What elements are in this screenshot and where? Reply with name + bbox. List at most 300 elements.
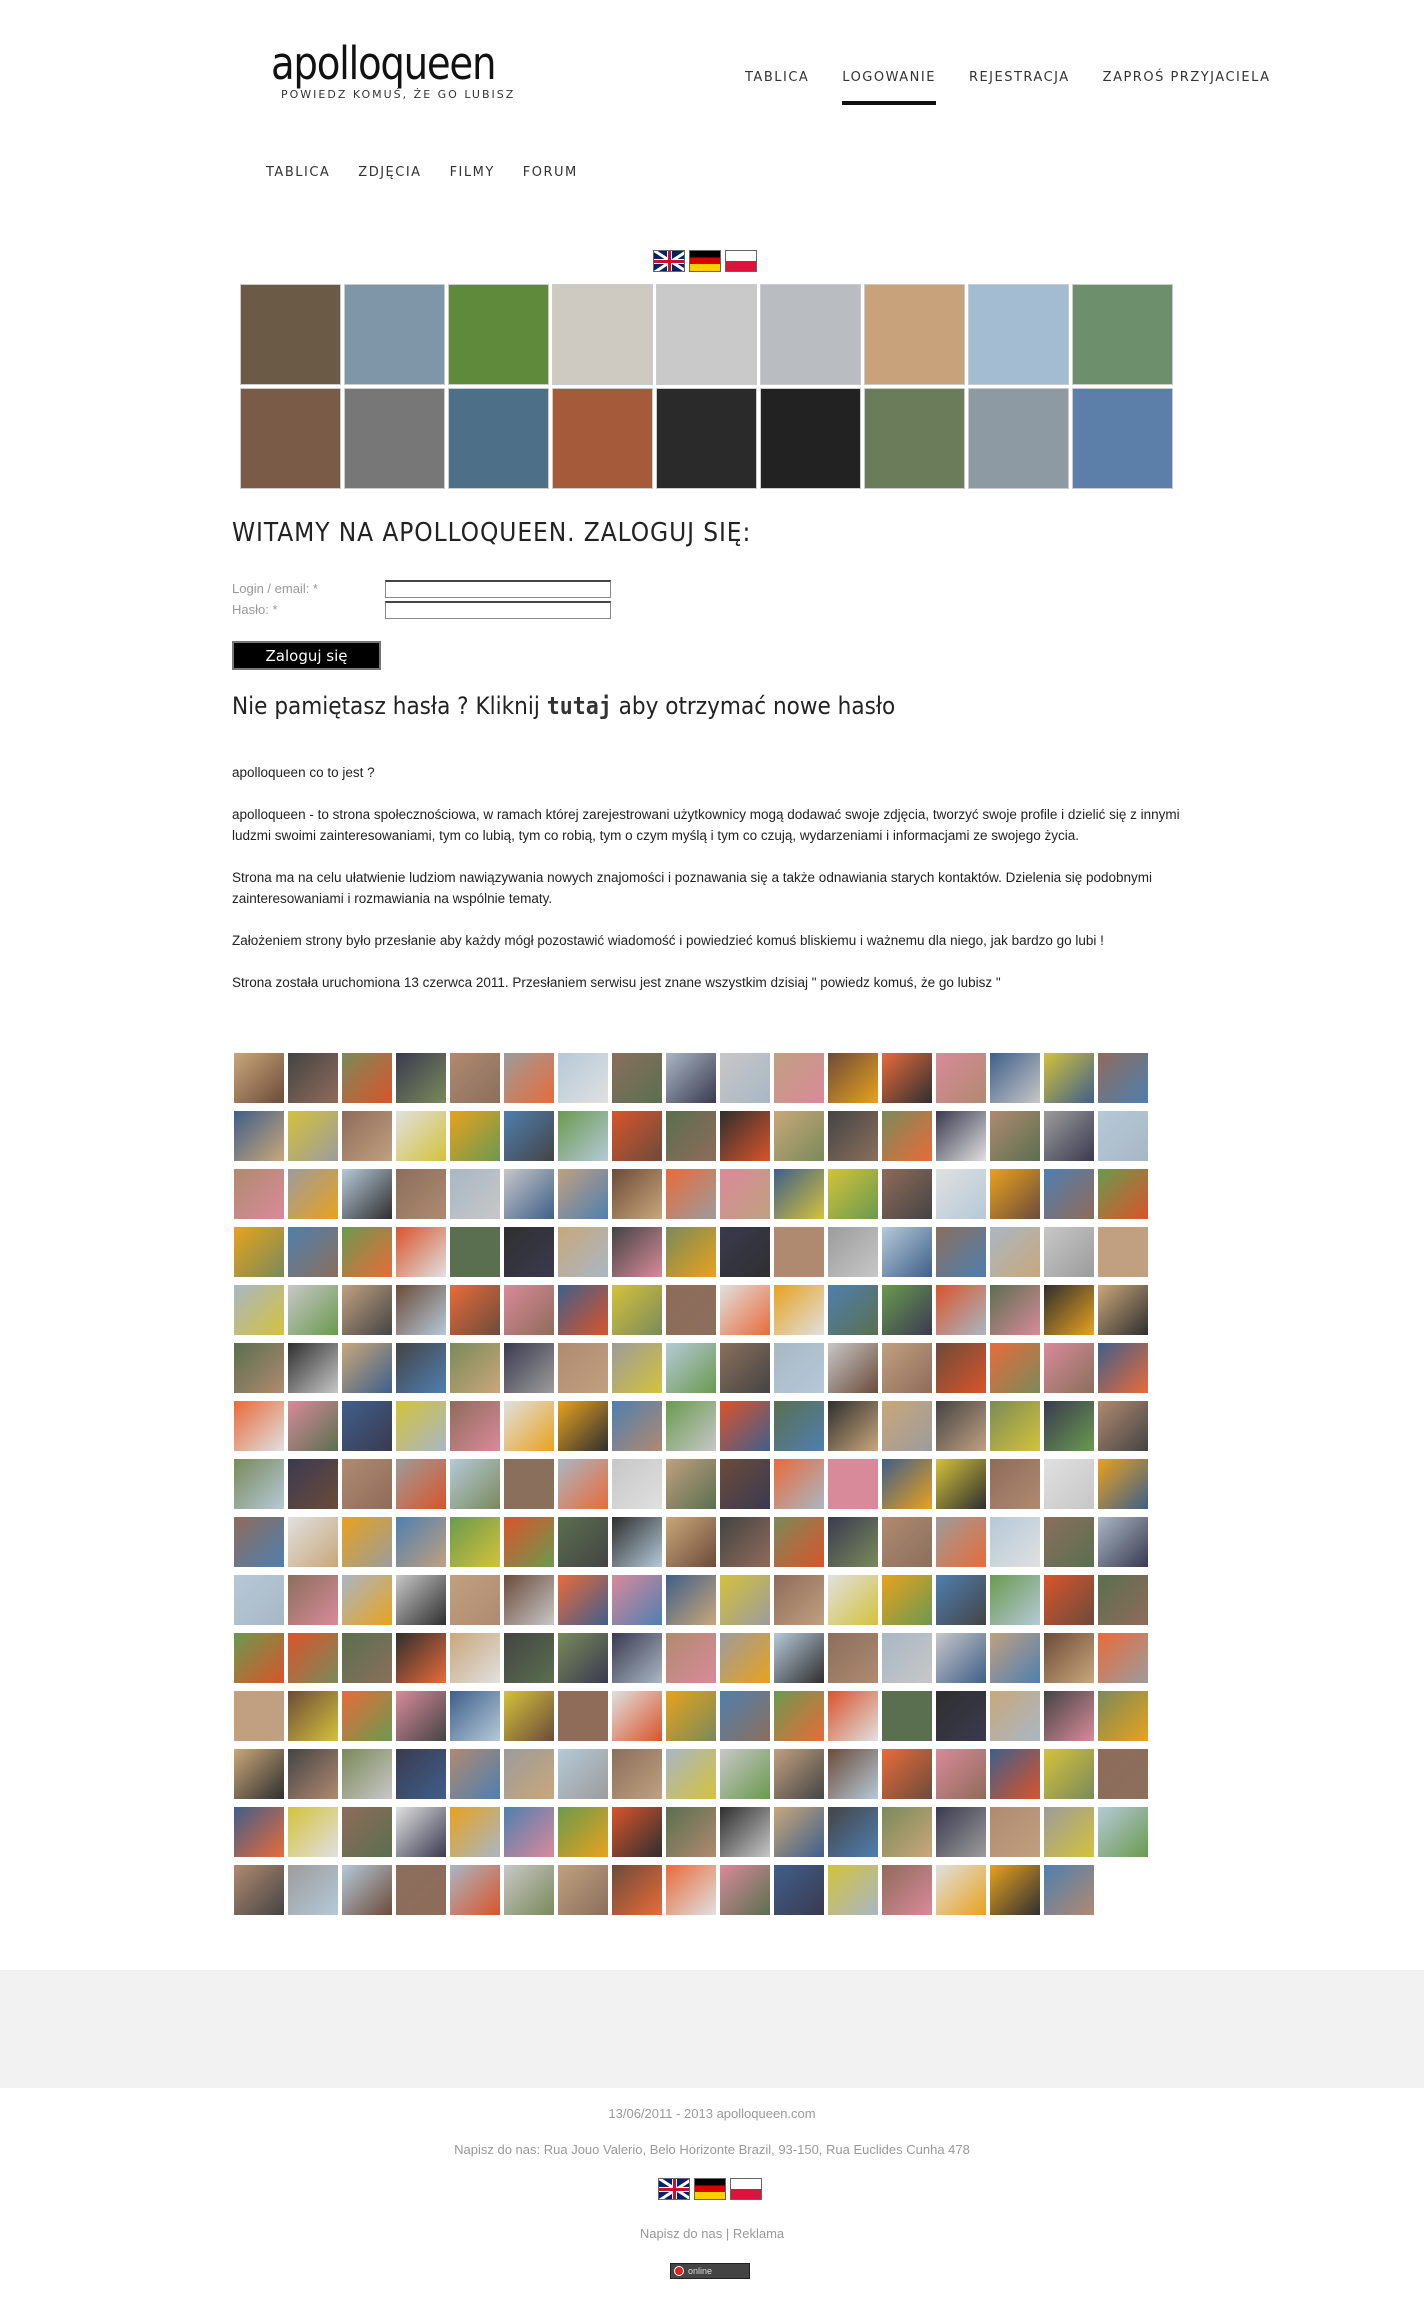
member-avatar[interactable]: [720, 1053, 770, 1103]
member-avatar[interactable]: [342, 1111, 392, 1161]
subnav-tablica[interactable]: TABLICA: [266, 165, 331, 180]
member-avatar[interactable]: [774, 1169, 824, 1219]
member-avatar[interactable]: [828, 1517, 878, 1567]
member-avatar[interactable]: [936, 1749, 986, 1799]
footer-separator: |: [725, 2226, 730, 2241]
member-avatar[interactable]: [828, 1227, 878, 1277]
member-avatar[interactable]: [234, 1865, 284, 1915]
member-avatar[interactable]: [1044, 1053, 1094, 1103]
member-avatar[interactable]: [882, 1807, 932, 1857]
gallery-photo[interactable]: [344, 388, 445, 489]
member-avatar[interactable]: [1044, 1633, 1094, 1683]
member-avatar[interactable]: [396, 1517, 446, 1567]
nav-logowanie[interactable]: LOGOWANIE: [842, 70, 936, 105]
member-avatar[interactable]: [612, 1517, 662, 1567]
member-avatar[interactable]: [1044, 1691, 1094, 1741]
sub-nav: [266, 165, 606, 180]
gallery-photo[interactable]: [1072, 284, 1173, 385]
member-avatar[interactable]: [720, 1401, 770, 1451]
member-avatar[interactable]: [936, 1111, 986, 1161]
member-avatar[interactable]: [882, 1343, 932, 1393]
member-avatar[interactable]: [396, 1227, 446, 1277]
member-avatar[interactable]: [936, 1401, 986, 1451]
gallery-photo[interactable]: [240, 284, 341, 385]
member-avatar[interactable]: [666, 1575, 716, 1625]
member-avatar[interactable]: [234, 1807, 284, 1857]
member-avatar[interactable]: [504, 1517, 554, 1567]
member-avatar[interactable]: [1044, 1459, 1094, 1509]
member-avatar[interactable]: [1044, 1227, 1094, 1277]
member-avatar[interactable]: [882, 1517, 932, 1567]
member-avatar[interactable]: [504, 1459, 554, 1509]
member-avatar[interactable]: [342, 1459, 392, 1509]
member-avatar[interactable]: [288, 1865, 338, 1915]
member-avatar[interactable]: [882, 1111, 932, 1161]
member-avatar[interactable]: [666, 1865, 716, 1915]
member-avatar[interactable]: [450, 1633, 500, 1683]
member-avatar[interactable]: [936, 1459, 986, 1509]
online-counter[interactable]: [670, 2263, 750, 2279]
member-avatar[interactable]: [450, 1401, 500, 1451]
member-avatar[interactable]: [828, 1343, 878, 1393]
contact-link[interactable]: Napisz do nas: [639, 2226, 723, 2241]
member-avatar[interactable]: [612, 1749, 662, 1799]
member-avatar[interactable]: [1098, 1227, 1148, 1277]
member-avatar[interactable]: [288, 1517, 338, 1567]
member-avatar[interactable]: [504, 1633, 554, 1683]
gallery-photo[interactable]: [760, 388, 861, 489]
member-avatar[interactable]: [342, 1633, 392, 1683]
member-avatar[interactable]: [1044, 1343, 1094, 1393]
member-avatar[interactable]: [666, 1285, 716, 1335]
member-avatar[interactable]: [1098, 1343, 1148, 1393]
member-avatar[interactable]: [612, 1865, 662, 1915]
member-avatar[interactable]: [666, 1401, 716, 1451]
member-avatar[interactable]: [720, 1517, 770, 1567]
gallery-photo[interactable]: [968, 388, 1069, 489]
member-avatar[interactable]: [1098, 1053, 1148, 1103]
member-avatar[interactable]: [342, 1285, 392, 1335]
member-avatar[interactable]: [234, 1517, 284, 1567]
member-avatar[interactable]: [774, 1865, 824, 1915]
member-avatar[interactable]: [450, 1691, 500, 1741]
member-avatar[interactable]: [234, 1575, 284, 1625]
subnav-filmy[interactable]: FILMY: [449, 165, 495, 180]
member-avatar[interactable]: [990, 1691, 1040, 1741]
member-avatar[interactable]: [666, 1459, 716, 1509]
member-avatar[interactable]: [1098, 1633, 1148, 1683]
member-avatar[interactable]: [234, 1285, 284, 1335]
member-avatar[interactable]: [396, 1053, 446, 1103]
member-avatar[interactable]: [288, 1401, 338, 1451]
member-avatar[interactable]: [936, 1575, 986, 1625]
member-avatar[interactable]: [1044, 1285, 1094, 1335]
member-avatar[interactable]: [882, 1633, 932, 1683]
member-avatar[interactable]: [666, 1749, 716, 1799]
gallery-photo[interactable]: [656, 388, 757, 489]
member-avatar[interactable]: [1098, 1169, 1148, 1219]
member-avatar[interactable]: [828, 1575, 878, 1625]
member-avatar[interactable]: [450, 1169, 500, 1219]
member-avatar[interactable]: [666, 1807, 716, 1857]
member-avatar[interactable]: [720, 1633, 770, 1683]
member-avatar[interactable]: [1098, 1111, 1148, 1161]
member-avatar[interactable]: [234, 1691, 284, 1741]
member-avatar[interactable]: [936, 1691, 986, 1741]
member-avatar[interactable]: [450, 1227, 500, 1277]
member-avatar[interactable]: [450, 1111, 500, 1161]
member-avatar[interactable]: [720, 1285, 770, 1335]
member-avatar[interactable]: [990, 1459, 1040, 1509]
member-avatar[interactable]: [612, 1691, 662, 1741]
member-avatar[interactable]: [450, 1343, 500, 1393]
member-avatar[interactable]: [936, 1285, 986, 1335]
subnav-zdjecia[interactable]: ZDJĘCIA: [358, 165, 422, 180]
member-avatar[interactable]: [666, 1169, 716, 1219]
member-avatar[interactable]: [288, 1807, 338, 1857]
member-avatar[interactable]: [396, 1575, 446, 1625]
member-avatar[interactable]: [342, 1517, 392, 1567]
member-avatar[interactable]: [450, 1285, 500, 1335]
german-flag-icon[interactable]: [694, 2178, 726, 2200]
member-avatar[interactable]: [882, 1169, 932, 1219]
gallery-photo[interactable]: [552, 284, 653, 385]
member-avatar[interactable]: [504, 1575, 554, 1625]
member-avatar[interactable]: [504, 1865, 554, 1915]
member-avatar[interactable]: [1098, 1749, 1148, 1799]
member-avatar[interactable]: [720, 1111, 770, 1161]
member-avatar[interactable]: [558, 1517, 608, 1567]
login-label: Login / email: *: [232, 581, 318, 596]
member-avatar[interactable]: [1098, 1285, 1148, 1335]
member-avatar[interactable]: [558, 1749, 608, 1799]
member-avatar[interactable]: [666, 1517, 716, 1567]
member-avatar[interactable]: [936, 1517, 986, 1567]
member-avatar[interactable]: [558, 1343, 608, 1393]
member-avatar[interactable]: [882, 1401, 932, 1451]
member-avatar[interactable]: [990, 1343, 1040, 1393]
nav-zapros-przyjaciela[interactable]: ZAPROŚ PRZYJACIELA: [1102, 70, 1271, 85]
member-avatar[interactable]: [450, 1807, 500, 1857]
member-avatar[interactable]: [774, 1749, 824, 1799]
member-avatar[interactable]: [990, 1111, 1040, 1161]
member-avatar[interactable]: [342, 1343, 392, 1393]
login-email-input[interactable]: [385, 580, 611, 598]
member-avatar[interactable]: [774, 1807, 824, 1857]
member-avatar[interactable]: [828, 1691, 878, 1741]
member-avatar[interactable]: [288, 1227, 338, 1277]
member-avatar[interactable]: [288, 1111, 338, 1161]
member-avatar[interactable]: [936, 1865, 986, 1915]
member-avatar[interactable]: [828, 1111, 878, 1161]
member-avatar[interactable]: [774, 1227, 824, 1277]
member-avatar[interactable]: [720, 1749, 770, 1799]
member-avatar[interactable]: [450, 1517, 500, 1567]
member-avatar[interactable]: [882, 1053, 932, 1103]
member-avatar[interactable]: [720, 1227, 770, 1277]
member-avatar[interactable]: [504, 1169, 554, 1219]
member-avatar[interactable]: [774, 1517, 824, 1567]
member-avatar[interactable]: [342, 1807, 392, 1857]
member-avatar[interactable]: [882, 1691, 932, 1741]
member-avatar[interactable]: [504, 1401, 554, 1451]
member-avatar[interactable]: [396, 1865, 446, 1915]
member-avatar[interactable]: [720, 1343, 770, 1393]
english-flag-icon[interactable]: [658, 2178, 690, 2200]
member-avatar[interactable]: [1098, 1575, 1148, 1625]
gallery-photo[interactable]: [240, 388, 341, 489]
member-avatar[interactable]: [234, 1053, 284, 1103]
member-avatar[interactable]: [720, 1459, 770, 1509]
member-avatar[interactable]: [990, 1749, 1040, 1799]
member-avatar[interactable]: [342, 1749, 392, 1799]
member-avatar[interactable]: [558, 1807, 608, 1857]
member-avatar[interactable]: [828, 1633, 878, 1683]
polish-flag-icon[interactable]: [730, 2178, 762, 2200]
member-avatar[interactable]: [936, 1807, 986, 1857]
nav-rejestracja[interactable]: REJESTRACJA: [968, 70, 1070, 85]
member-avatar[interactable]: [234, 1227, 284, 1277]
member-avatar[interactable]: [612, 1227, 662, 1277]
member-avatar[interactable]: [882, 1285, 932, 1335]
nav-tablica[interactable]: TABLICA: [745, 70, 810, 85]
member-avatar[interactable]: [234, 1749, 284, 1799]
member-avatar[interactable]: [342, 1401, 392, 1451]
member-avatar[interactable]: [612, 1111, 662, 1161]
member-avatar[interactable]: [234, 1169, 284, 1219]
member-avatar[interactable]: [504, 1111, 554, 1161]
member-avatar[interactable]: [990, 1865, 1040, 1915]
member-avatar[interactable]: [288, 1169, 338, 1219]
member-avatar[interactable]: [990, 1169, 1040, 1219]
member-avatar[interactable]: [558, 1401, 608, 1451]
member-avatar[interactable]: [288, 1575, 338, 1625]
polish-flag-icon[interactable]: [725, 250, 757, 272]
member-avatar[interactable]: [558, 1169, 608, 1219]
member-avatar[interactable]: [342, 1169, 392, 1219]
member-avatar[interactable]: [612, 1807, 662, 1857]
member-avatar[interactable]: [774, 1691, 824, 1741]
member-avatar[interactable]: [882, 1459, 932, 1509]
member-avatar[interactable]: [828, 1749, 878, 1799]
member-avatar[interactable]: [990, 1575, 1040, 1625]
member-avatar[interactable]: [288, 1691, 338, 1741]
member-avatar[interactable]: [990, 1807, 1040, 1857]
footer-band: [0, 1970, 1424, 2088]
member-avatar[interactable]: [612, 1285, 662, 1335]
site-title: apolloqueen: [271, 37, 496, 90]
member-avatar[interactable]: [396, 1459, 446, 1509]
member-avatar[interactable]: [612, 1343, 662, 1393]
member-avatar[interactable]: [936, 1343, 986, 1393]
forgot-password-link[interactable]: tutaj: [546, 692, 612, 720]
member-avatar[interactable]: [882, 1749, 932, 1799]
member-avatar[interactable]: [882, 1227, 932, 1277]
member-avatar[interactable]: [396, 1749, 446, 1799]
gallery-photo[interactable]: [968, 284, 1069, 385]
member-avatar[interactable]: [990, 1285, 1040, 1335]
member-avatar[interactable]: [342, 1053, 392, 1103]
member-avatar[interactable]: [558, 1227, 608, 1277]
gallery-photo[interactable]: [448, 284, 549, 385]
member-avatar[interactable]: [450, 1865, 500, 1915]
member-avatar[interactable]: [234, 1401, 284, 1451]
member-avatar[interactable]: [990, 1227, 1040, 1277]
member-avatar[interactable]: [936, 1169, 986, 1219]
member-avatar[interactable]: [774, 1053, 824, 1103]
member-avatar[interactable]: [450, 1053, 500, 1103]
member-avatar[interactable]: [828, 1169, 878, 1219]
member-avatar[interactable]: [1044, 1517, 1094, 1567]
member-avatar[interactable]: [612, 1459, 662, 1509]
member-avatar[interactable]: [612, 1401, 662, 1451]
member-avatar[interactable]: [990, 1053, 1040, 1103]
member-avatar[interactable]: [1044, 1169, 1094, 1219]
gallery-photo[interactable]: [1072, 388, 1173, 489]
member-avatar[interactable]: [450, 1575, 500, 1625]
member-avatar[interactable]: [234, 1459, 284, 1509]
member-avatar[interactable]: [666, 1691, 716, 1741]
member-avatar[interactable]: [288, 1053, 338, 1103]
member-avatar[interactable]: [828, 1053, 878, 1103]
member-avatar[interactable]: [396, 1633, 446, 1683]
member-avatar[interactable]: [1044, 1575, 1094, 1625]
member-avatar[interactable]: [450, 1749, 500, 1799]
member-avatar[interactable]: [612, 1169, 662, 1219]
gallery-photo[interactable]: [864, 284, 965, 385]
german-flag-icon[interactable]: [689, 250, 721, 272]
member-avatar[interactable]: [234, 1111, 284, 1161]
member-avatar[interactable]: [1044, 1111, 1094, 1161]
gallery-photo[interactable]: [552, 388, 653, 489]
member-avatar[interactable]: [396, 1401, 446, 1451]
member-avatar[interactable]: [396, 1169, 446, 1219]
member-avatar[interactable]: [234, 1343, 284, 1393]
member-avatar[interactable]: [504, 1053, 554, 1103]
member-avatar[interactable]: [558, 1691, 608, 1741]
member-avatar[interactable]: [558, 1053, 608, 1103]
member-avatar[interactable]: [774, 1285, 824, 1335]
member-avatar[interactable]: [612, 1575, 662, 1625]
member-avatar[interactable]: [288, 1749, 338, 1799]
member-avatar[interactable]: [504, 1285, 554, 1335]
member-avatar[interactable]: [720, 1169, 770, 1219]
member-avatar[interactable]: [720, 1865, 770, 1915]
member-avatar[interactable]: [396, 1285, 446, 1335]
member-avatar[interactable]: [882, 1575, 932, 1625]
member-avatar[interactable]: [342, 1865, 392, 1915]
member-avatar[interactable]: [774, 1575, 824, 1625]
english-flag-icon[interactable]: [653, 250, 685, 272]
member-avatar[interactable]: [774, 1401, 824, 1451]
member-avatar[interactable]: [1044, 1865, 1094, 1915]
member-avatar[interactable]: [774, 1343, 824, 1393]
member-avatar[interactable]: [504, 1227, 554, 1277]
member-avatar[interactable]: [1098, 1459, 1148, 1509]
member-avatar[interactable]: [936, 1053, 986, 1103]
member-avatar[interactable]: [774, 1459, 824, 1509]
member-avatar[interactable]: [450, 1459, 500, 1509]
member-avatar[interactable]: [558, 1459, 608, 1509]
member-avatar[interactable]: [774, 1633, 824, 1683]
member-avatar[interactable]: [1098, 1401, 1148, 1451]
member-avatar[interactable]: [666, 1633, 716, 1683]
gallery-photo[interactable]: [344, 284, 445, 385]
member-avatar[interactable]: [234, 1633, 284, 1683]
member-avatar[interactable]: [558, 1575, 608, 1625]
member-avatar[interactable]: [396, 1807, 446, 1857]
subnav-forum[interactable]: FORUM: [522, 165, 578, 180]
member-avatar[interactable]: [558, 1285, 608, 1335]
member-avatar[interactable]: [396, 1691, 446, 1741]
member-avatar[interactable]: [612, 1633, 662, 1683]
site-logo[interactable]: [271, 38, 532, 101]
member-avatar[interactable]: [504, 1343, 554, 1393]
member-avatar[interactable]: [288, 1459, 338, 1509]
member-avatar[interactable]: [936, 1633, 986, 1683]
member-avatar[interactable]: [720, 1691, 770, 1741]
member-avatar[interactable]: [936, 1227, 986, 1277]
member-avatar[interactable]: [828, 1285, 878, 1335]
member-avatar[interactable]: [1044, 1807, 1094, 1857]
member-avatar[interactable]: [558, 1111, 608, 1161]
member-avatar[interactable]: [558, 1865, 608, 1915]
member-avatar[interactable]: [666, 1053, 716, 1103]
member-avatar[interactable]: [990, 1517, 1040, 1567]
member-avatar[interactable]: [612, 1053, 662, 1103]
member-avatar[interactable]: [1044, 1749, 1094, 1799]
gallery-photo[interactable]: [656, 284, 757, 385]
member-avatar[interactable]: [396, 1343, 446, 1393]
member-avatar[interactable]: [666, 1111, 716, 1161]
gallery-photo[interactable]: [760, 284, 861, 385]
gallery-photo[interactable]: [448, 388, 549, 489]
member-avatar[interactable]: [666, 1343, 716, 1393]
member-avatar[interactable]: [720, 1575, 770, 1625]
member-avatar[interactable]: [288, 1285, 338, 1335]
member-avatar[interactable]: [342, 1575, 392, 1625]
member-avatar[interactable]: [504, 1749, 554, 1799]
member-avatar[interactable]: [342, 1227, 392, 1277]
member-avatar[interactable]: [288, 1343, 338, 1393]
member-avatar[interactable]: [774, 1111, 824, 1161]
login-button[interactable]: Zaloguj się: [232, 641, 381, 670]
member-avatar[interactable]: [396, 1111, 446, 1161]
member-avatar[interactable]: [666, 1227, 716, 1277]
member-avatar[interactable]: [342, 1691, 392, 1741]
member-avatar[interactable]: [828, 1459, 878, 1509]
member-avatar[interactable]: [828, 1865, 878, 1915]
member-avatar[interactable]: [720, 1807, 770, 1857]
password-input[interactable]: [385, 601, 611, 619]
member-avatar[interactable]: [990, 1633, 1040, 1683]
member-avatar[interactable]: [1098, 1807, 1148, 1857]
member-avatar[interactable]: [1098, 1691, 1148, 1741]
member-avatar[interactable]: [504, 1691, 554, 1741]
member-avatar[interactable]: [828, 1807, 878, 1857]
member-avatar[interactable]: [990, 1401, 1040, 1451]
member-avatar[interactable]: [1044, 1401, 1094, 1451]
ads-link[interactable]: Reklama: [732, 2226, 785, 2241]
member-avatar[interactable]: [504, 1807, 554, 1857]
member-avatar[interactable]: [882, 1865, 932, 1915]
member-avatar[interactable]: [558, 1633, 608, 1683]
member-avatar[interactable]: [828, 1401, 878, 1451]
member-avatar[interactable]: [1098, 1517, 1148, 1567]
site-tagline: POWIEDZ KOMUŚ, ŻE GO LUBISZ: [281, 88, 516, 101]
gallery-photo[interactable]: [864, 388, 965, 489]
member-avatar[interactable]: [288, 1633, 338, 1683]
